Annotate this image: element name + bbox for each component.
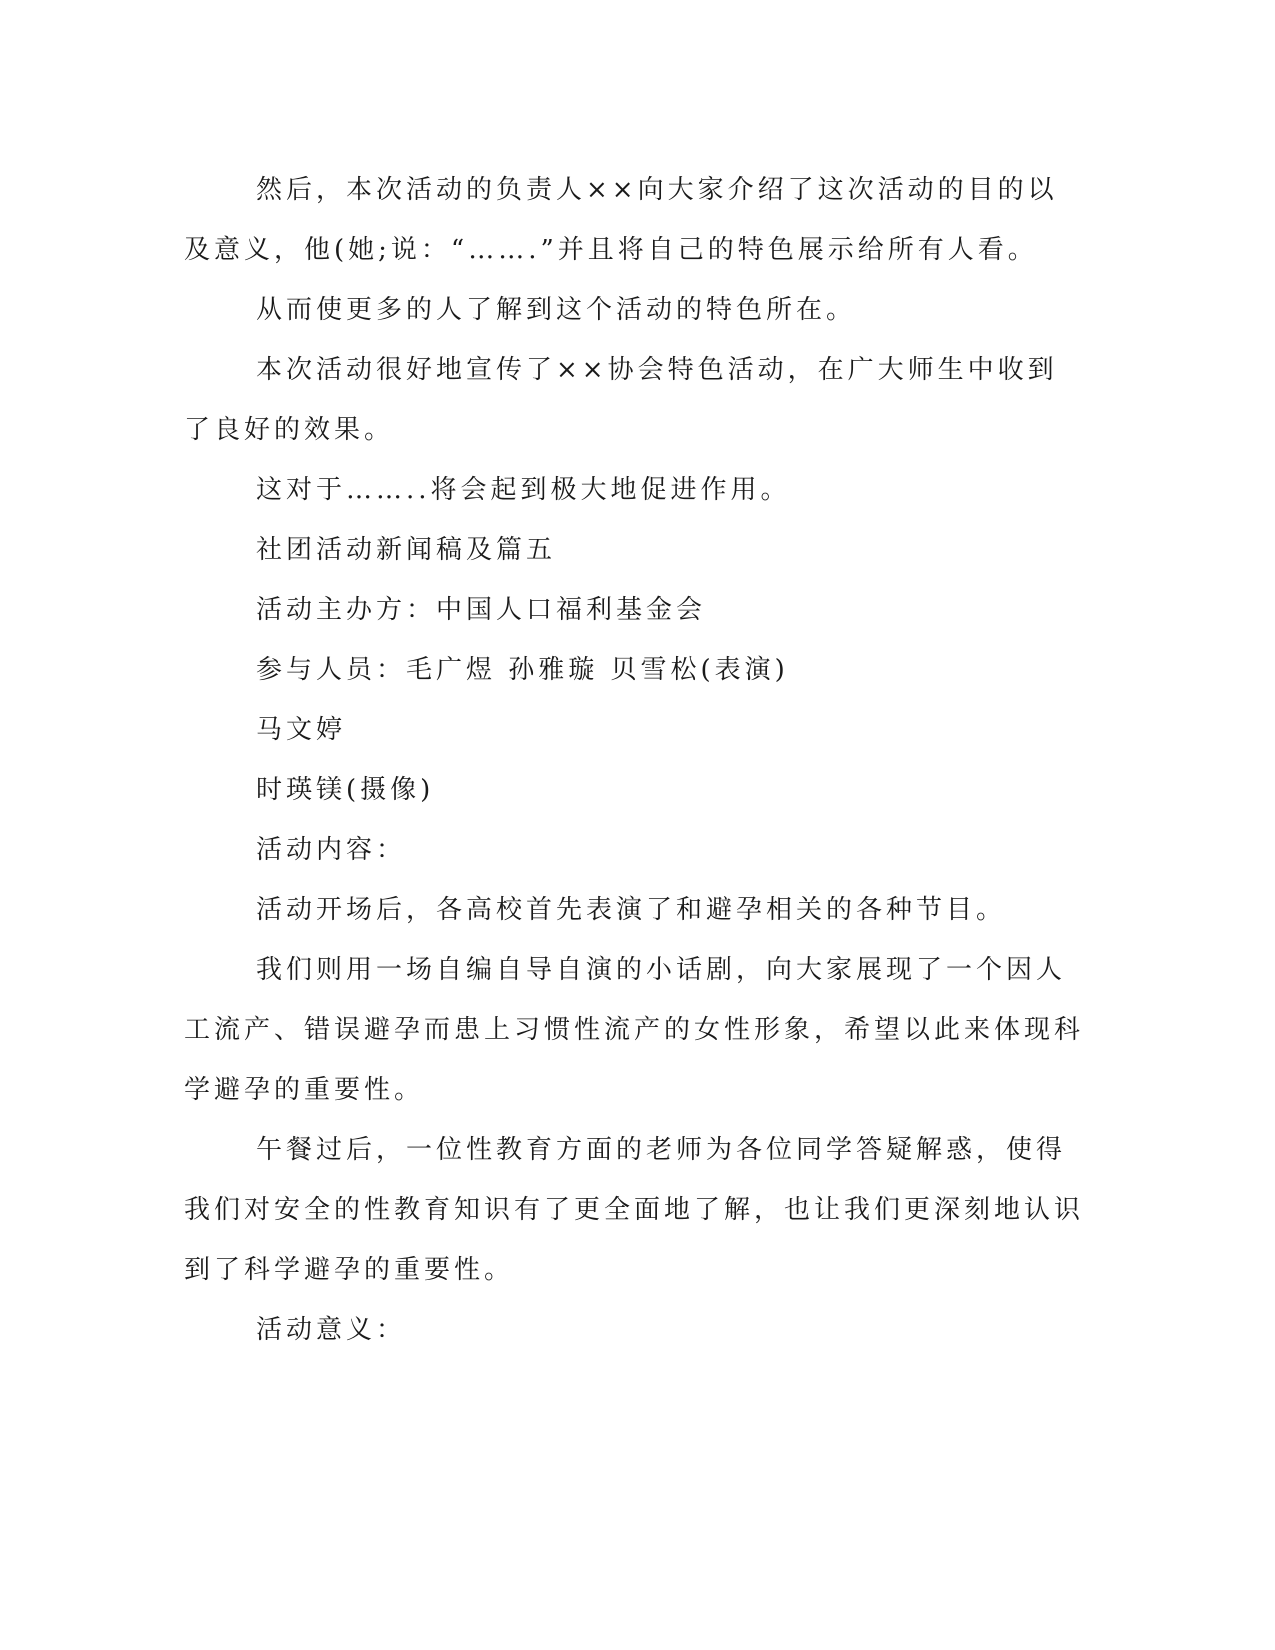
- paragraph-participants: 参与人员：毛广煜 孙雅璇 贝雪松(表演): [256, 655, 789, 685]
- paragraph-promotion-role: 这对于……..将会起到极大地促进作用。: [256, 475, 791, 505]
- paragraph-photographer: 时瑛镁(摄像): [256, 775, 435, 805]
- paragraph-intro-speech: 然后，本次活动的负责人××向大家介绍了这次活动的目的以及意义，他(她;说：“…….”并且将自己的特色展示给所有人看。: [184, 175, 1058, 265]
- paragraph-drama: 我们则用一场自编自导自演的小话剧，向大家展现了一个因人工流产、错误避孕而患上习惯性流产的女性形象，希望以此来体现科学避孕的重要性。: [184, 955, 1085, 1105]
- paragraph-promotion-effect: 本次活动很好地宣传了××协会特色活动，在广大师生中收到了良好的效果。: [184, 355, 1058, 445]
- paragraph-opening: 活动开场后，各高校首先表演了和避孕相关的各种节目。: [256, 895, 1007, 925]
- paragraph-content-label: 活动内容：: [256, 835, 407, 865]
- paragraph-participant-name: 马文婷: [256, 715, 347, 745]
- document-body: [184, 160, 1084, 1360]
- paragraph-organizer: 活动主办方：中国人口福利基金会: [256, 595, 707, 625]
- paragraph-understanding: 从而使更多的人了解到这个活动的特色所在。: [256, 295, 857, 325]
- paragraph-after-lunch: 午餐过后，一位性教育方面的老师为各位同学答疑解惑，使得我们对安全的性教育知识有了更全面地了解，也让我们更深刻地认识到了科学避孕的重要性。: [184, 1135, 1085, 1285]
- paragraph-significance-label: 活动意义：: [256, 1315, 407, 1345]
- section-heading: 社团活动新闻稿及篇五: [256, 535, 557, 565]
